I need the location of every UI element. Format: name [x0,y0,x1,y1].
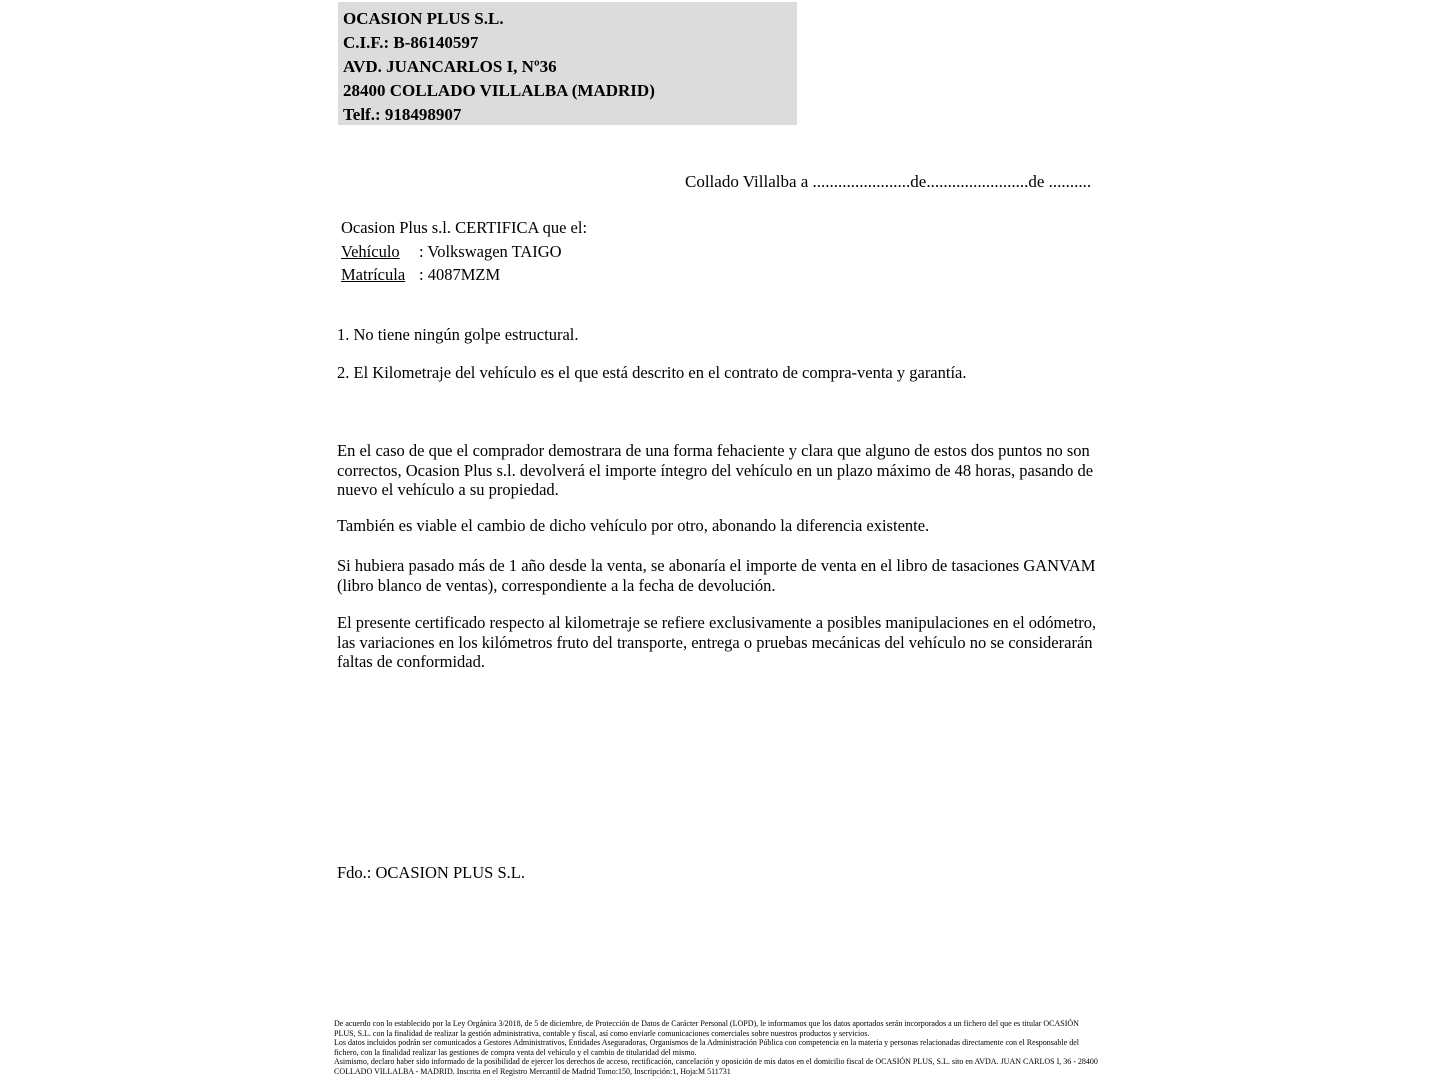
vehicle-value: : Volkswagen TAIGO [419,241,562,261]
certifica-intro: Ocasion Plus s.l. CERTIFICA que el: [341,218,588,237]
body-paragraph-1: En el caso de que el comprador demostrara de una forma fehaciente y clara que alguno de estos dos puntos no son correctos, Ocasion Plus s.l. devolverá el importe íntegro del vehículo en un plazo máximo de 48 horas, pasando de nuevo el vehículo a su propiedad. [337,441,1094,500]
body-paragraph-2: También es viable el cambio de dicho vehículo por otro, abonando la diferencia existente. [337,516,930,535]
legal-paragraph-1: De acuerdo con lo establecido por la Ley Orgánica 3/2018, de 5 de diciembre, de Protección de Datos de Carácter Personal (LOPD), le informamos que los datos aportados serán incorporados a un fichero del que es titular OCASIÓN PLUS, S.L. con la finalidad de realizar la gestión administrativa, contable y fiscal, así como enviarle comunicaciones comerciales sobre nuestros productos y servicios. [334,1019,1079,1038]
legal-paragraph-3: Asimismo, declaro haber sido informado de la posibilidad de ejercer los derechos de acceso, rectificación, cancelación y oposición de mis datos en el domicilio fiscal de OCASIÓN PLUS, S.L. sito en AVDA. JUAN CARLOS I, 36 - 28400 COLLADO VILLALBA - MADRID. Inscrita en el Registro Mercantil de Madrid Tomo:150, Inscripción:1, Hoja:M 511731 [334,1057,1098,1076]
company-city: 28400 COLLADO VILLALBA (MADRID) [343,81,655,100]
legal-paragraph-2: Los datos incluidos podrán ser comunicados a Gestores Administrativos, Entidades Aseguradoras, Organismos de la Administración Pública con competencia en la materia y personas relacionadas directamente con el Responsable del fichero, con la finalidad realizar las gestiones de compra venta del vehículo y el cambio de titularidad del mismo. [334,1038,1079,1057]
signature-line: Fdo.: OCASION PLUS S.L. [337,863,525,882]
date-line: Collado Villalba a .......................de........................de .......... [685,172,1092,191]
company-cif: C.I.F.: B-86140597 [343,33,479,52]
company-header [338,2,797,125]
legal-footer [334,1019,1098,1077]
company-name: OCASION PLUS S.L. [343,9,504,28]
plate-value: : 4087MZM [419,265,501,284]
condition-item-1: 1. No tiene ningún golpe estructural. [337,325,579,344]
vehicle-label: Vehículo [341,241,400,261]
body-paragraph-3: Si hubiera pasado más de 1 año desde la venta, se abonaría el importe de venta en el libro de tasaciones GANVAM (libro blanco de ventas), correspondiente a la fecha de devolución. [337,556,1096,595]
company-phone: Telf.: 918498907 [343,105,462,124]
condition-item-2: 2. El Kilometraje del vehículo es el que está descrito en el contrato de compra-venta y garantía. [337,363,967,382]
certification-block [341,216,587,287]
vehicle-row [341,240,587,264]
plate-label: Matrícula [341,265,406,284]
body-paragraph-4: El presente certificado respecto al kilometraje se refiere exclusivamente a posibles manipulaciones en el odómetro, las variaciones en los kilómetros fruto del transporte, entrega o pruebas mecánicas del vehículo no se considerarán faltas de conformidad. [337,613,1097,672]
company-address: AVD. JUANCARLOS I, Nº36 [343,57,557,76]
plate-row [341,263,587,287]
